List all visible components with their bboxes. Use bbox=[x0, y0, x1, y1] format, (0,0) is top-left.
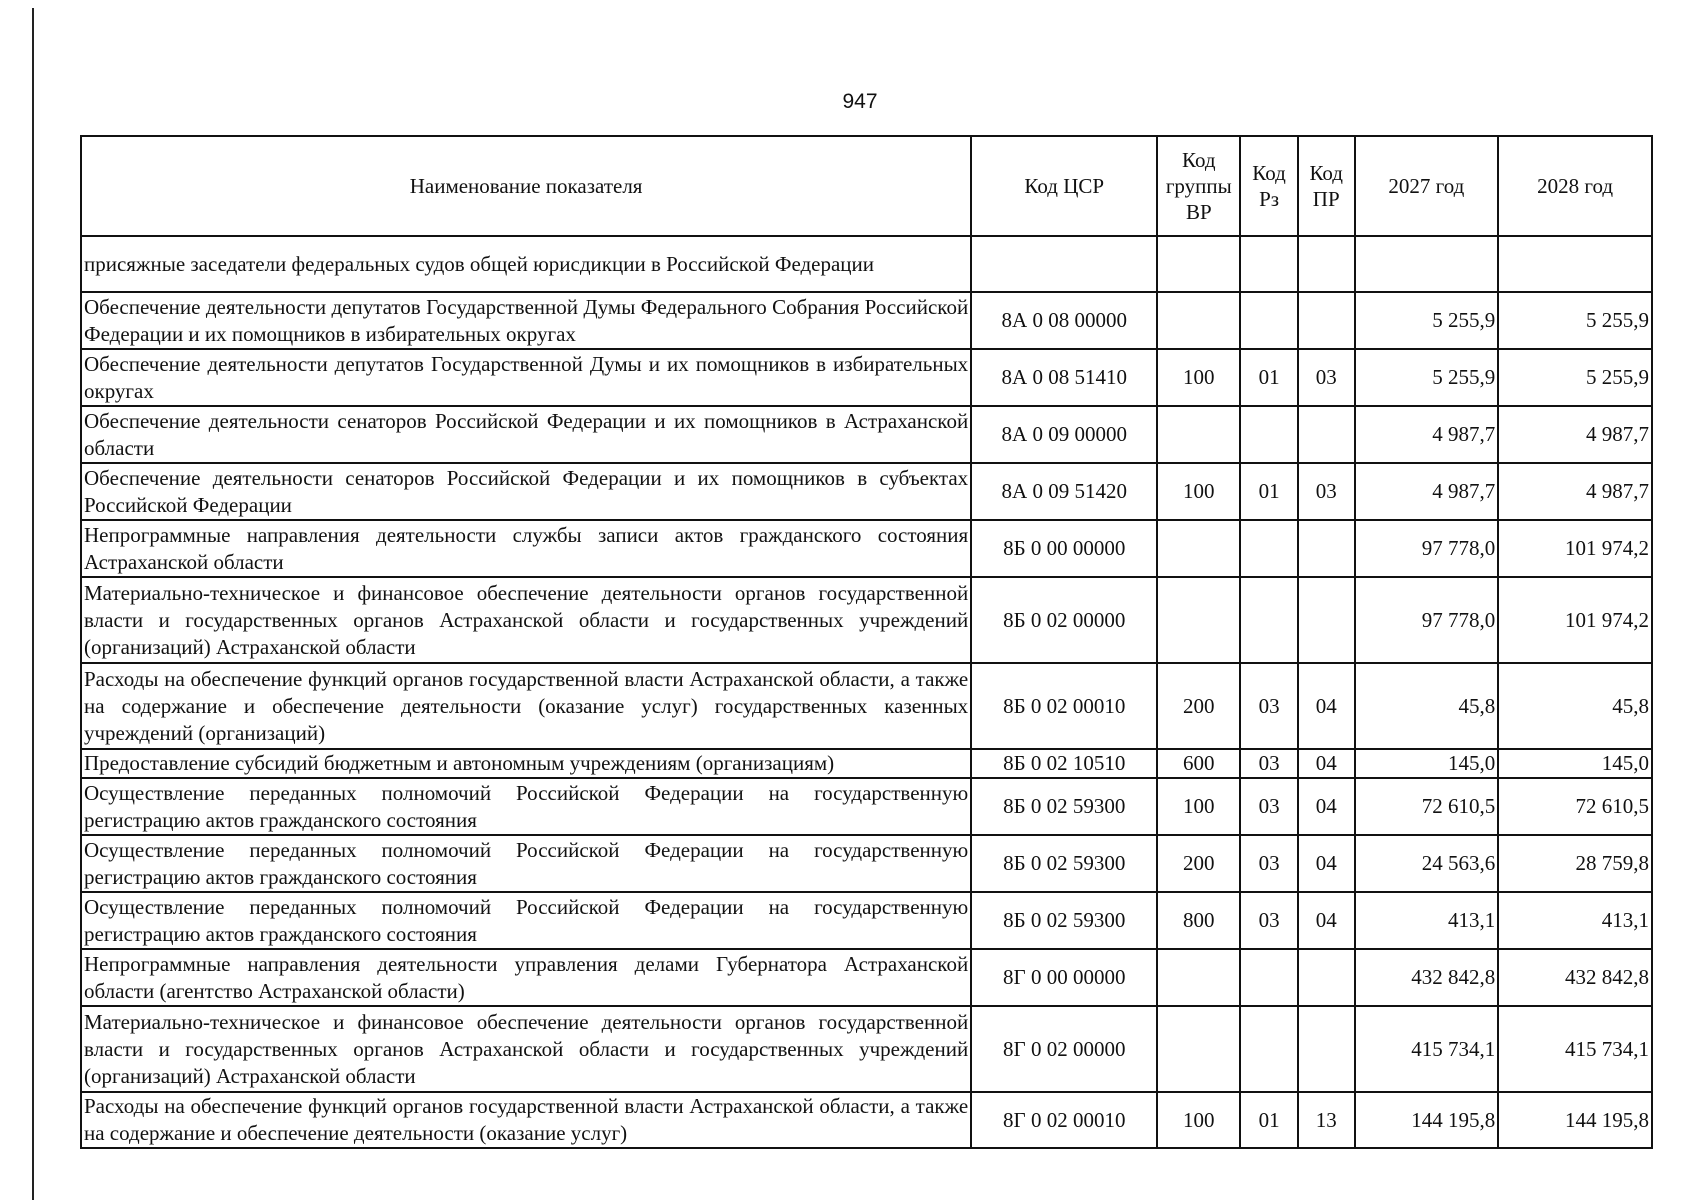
cell-name: Обеспечение деятельности сенаторов Российской Федерации и их помощников в Астраханской области bbox=[81, 406, 971, 463]
cell-2027: 4 987,7 bbox=[1355, 406, 1499, 463]
cell-pr: 04 bbox=[1298, 835, 1355, 892]
cell-2028: 101 974,2 bbox=[1498, 577, 1652, 663]
cell-csr: 8Б 0 02 00010 bbox=[971, 663, 1157, 749]
cell-2028: 101 974,2 bbox=[1498, 520, 1652, 577]
cell-vr: 600 bbox=[1157, 749, 1240, 778]
cell-2027: 432 842,8 bbox=[1355, 949, 1499, 1006]
cell-rz bbox=[1240, 236, 1298, 292]
cell-pr bbox=[1298, 520, 1355, 577]
cell-pr bbox=[1298, 292, 1355, 349]
table-header-row bbox=[81, 136, 1652, 236]
cell-csr: 8Б 0 02 00000 bbox=[971, 577, 1157, 663]
cell-2028: 5 255,9 bbox=[1498, 349, 1652, 406]
table-row bbox=[81, 892, 1652, 949]
cell-csr: 8А 0 08 51410 bbox=[971, 349, 1157, 406]
cell-rz bbox=[1240, 292, 1298, 349]
cell-vr: 100 bbox=[1157, 463, 1240, 520]
table-row bbox=[81, 236, 1652, 292]
cell-rz: 03 bbox=[1240, 749, 1298, 778]
cell-vr bbox=[1157, 520, 1240, 577]
cell-rz: 01 bbox=[1240, 463, 1298, 520]
cell-csr: 8Г 0 00 00000 bbox=[971, 949, 1157, 1006]
cell-rz bbox=[1240, 520, 1298, 577]
header-csr: Код ЦСР bbox=[971, 136, 1157, 236]
cell-name: Расходы на обеспечение функций органов государственной власти Астраханской области, а также на содержание и обеспечение деятельности (оказание услуг) государственных казенных учреждений (организаций) bbox=[81, 663, 971, 749]
cell-vr bbox=[1157, 577, 1240, 663]
cell-csr: 8Г 0 02 00010 bbox=[971, 1092, 1157, 1148]
cell-rz: 03 bbox=[1240, 892, 1298, 949]
table-body bbox=[81, 236, 1652, 1148]
cell-name: Непрограммные направления деятельности управления делами Губернатора Астраханской области (агентство Астраханской области) bbox=[81, 949, 971, 1006]
cell-vr bbox=[1157, 292, 1240, 349]
cell-vr bbox=[1157, 1006, 1240, 1092]
page-margin-line bbox=[32, 8, 34, 1200]
cell-csr: 8А 0 09 00000 bbox=[971, 406, 1157, 463]
cell-2028: 28 759,8 bbox=[1498, 835, 1652, 892]
header-2028: 2028 год bbox=[1498, 136, 1652, 236]
budget-table bbox=[80, 135, 1653, 1149]
cell-rz: 01 bbox=[1240, 1092, 1298, 1148]
cell-name: Осуществление переданных полномочий Российской Федерации на государственную регистрацию актов гражданского состояния bbox=[81, 778, 971, 835]
header-name: Наименование показателя bbox=[81, 136, 971, 236]
cell-name: Осуществление переданных полномочий Российской Федерации на государственную регистрацию актов гражданского состояния bbox=[81, 892, 971, 949]
cell-csr: 8Г 0 02 00000 bbox=[971, 1006, 1157, 1092]
cell-pr: 03 bbox=[1298, 463, 1355, 520]
cell-2027: 72 610,5 bbox=[1355, 778, 1499, 835]
cell-2028: 415 734,1 bbox=[1498, 1006, 1652, 1092]
cell-name: Осуществление переданных полномочий Российской Федерации на государственную регистрацию актов гражданского состояния bbox=[81, 835, 971, 892]
cell-2028: 4 987,7 bbox=[1498, 463, 1652, 520]
table-row bbox=[81, 406, 1652, 463]
cell-2028: 432 842,8 bbox=[1498, 949, 1652, 1006]
cell-pr: 04 bbox=[1298, 892, 1355, 949]
cell-name: Непрограммные направления деятельности службы записи актов гражданского состояния Астраханской области bbox=[81, 520, 971, 577]
cell-csr: 8Б 0 00 00000 bbox=[971, 520, 1157, 577]
cell-vr: 100 bbox=[1157, 349, 1240, 406]
page-number: 947 bbox=[842, 90, 878, 113]
table-row bbox=[81, 292, 1652, 349]
cell-2027 bbox=[1355, 236, 1499, 292]
table-row bbox=[81, 663, 1652, 749]
table-row bbox=[81, 749, 1652, 778]
cell-rz: 01 bbox=[1240, 349, 1298, 406]
header-pr: Код ПР bbox=[1298, 136, 1355, 236]
table-row bbox=[81, 349, 1652, 406]
cell-vr: 800 bbox=[1157, 892, 1240, 949]
cell-2027: 24 563,6 bbox=[1355, 835, 1499, 892]
cell-pr: 04 bbox=[1298, 778, 1355, 835]
cell-2027: 145,0 bbox=[1355, 749, 1499, 778]
cell-rz: 03 bbox=[1240, 778, 1298, 835]
cell-vr bbox=[1157, 236, 1240, 292]
cell-rz bbox=[1240, 406, 1298, 463]
table-row bbox=[81, 835, 1652, 892]
cell-csr bbox=[971, 236, 1157, 292]
cell-name: Обеспечение деятельности депутатов Государственной Думы и их помощников в избирательных округах bbox=[81, 349, 971, 406]
cell-rz: 03 bbox=[1240, 663, 1298, 749]
cell-pr: 03 bbox=[1298, 349, 1355, 406]
cell-2028 bbox=[1498, 236, 1652, 292]
cell-pr bbox=[1298, 949, 1355, 1006]
cell-rz: 03 bbox=[1240, 835, 1298, 892]
table-row bbox=[81, 1006, 1652, 1092]
cell-rz bbox=[1240, 577, 1298, 663]
cell-name: присяжные заседатели федеральных судов общей юрисдикции в Российской Федерации bbox=[81, 236, 971, 292]
cell-rz bbox=[1240, 1006, 1298, 1092]
cell-2028: 145,0 bbox=[1498, 749, 1652, 778]
header-rz: Код Рз bbox=[1240, 136, 1298, 236]
cell-name: Расходы на обеспечение функций органов государственной власти Астраханской области, а также на содержание и обеспечение деятельности (оказание услуг) bbox=[81, 1092, 971, 1148]
cell-name: Материально-техническое и финансовое обеспечение деятельности органов государственной власти и государственных органов Астраханской области и государственных учреждений (организаций) Астраханской области bbox=[81, 577, 971, 663]
cell-csr: 8Б 0 02 59300 bbox=[971, 892, 1157, 949]
table-row bbox=[81, 520, 1652, 577]
table-row bbox=[81, 949, 1652, 1006]
cell-vr: 100 bbox=[1157, 1092, 1240, 1148]
cell-vr bbox=[1157, 949, 1240, 1006]
cell-csr: 8Б 0 02 10510 bbox=[971, 749, 1157, 778]
cell-vr: 100 bbox=[1157, 778, 1240, 835]
cell-2027: 413,1 bbox=[1355, 892, 1499, 949]
cell-2028: 413,1 bbox=[1498, 892, 1652, 949]
cell-csr: 8А 0 09 51420 bbox=[971, 463, 1157, 520]
cell-vr: 200 bbox=[1157, 663, 1240, 749]
cell-2028: 5 255,9 bbox=[1498, 292, 1652, 349]
cell-pr bbox=[1298, 406, 1355, 463]
cell-pr: 04 bbox=[1298, 749, 1355, 778]
header-2027: 2027 год bbox=[1355, 136, 1499, 236]
table-row bbox=[81, 1092, 1652, 1148]
cell-name: Материально-техническое и финансовое обеспечение деятельности органов государственной власти и государственных органов Астраханской области и государственных учреждений (организаций) Астраханской области bbox=[81, 1006, 971, 1092]
cell-pr bbox=[1298, 236, 1355, 292]
table-row bbox=[81, 463, 1652, 520]
cell-pr: 04 bbox=[1298, 663, 1355, 749]
cell-2027: 5 255,9 bbox=[1355, 292, 1499, 349]
cell-2028: 72 610,5 bbox=[1498, 778, 1652, 835]
cell-2027: 45,8 bbox=[1355, 663, 1499, 749]
cell-rz bbox=[1240, 949, 1298, 1006]
table-row bbox=[81, 577, 1652, 663]
cell-2028: 144 195,8 bbox=[1498, 1092, 1652, 1148]
cell-2028: 4 987,7 bbox=[1498, 406, 1652, 463]
cell-pr bbox=[1298, 577, 1355, 663]
cell-csr: 8А 0 08 00000 bbox=[971, 292, 1157, 349]
table-row bbox=[81, 778, 1652, 835]
cell-2028: 45,8 bbox=[1498, 663, 1652, 749]
cell-name: Предоставление субсидий бюджетным и автономным учреждениям (организациям) bbox=[81, 749, 971, 778]
cell-name: Обеспечение деятельности сенаторов Российской Федерации и их помощников в субъектах Российской Федерации bbox=[81, 463, 971, 520]
cell-vr: 200 bbox=[1157, 835, 1240, 892]
cell-name: Обеспечение деятельности депутатов Государственной Думы Федерального Собрания Российской Федерации и их помощников в избирательных округах bbox=[81, 292, 971, 349]
cell-2027: 97 778,0 bbox=[1355, 577, 1499, 663]
cell-2027: 415 734,1 bbox=[1355, 1006, 1499, 1092]
cell-2027: 4 987,7 bbox=[1355, 463, 1499, 520]
cell-2027: 97 778,0 bbox=[1355, 520, 1499, 577]
cell-csr: 8Б 0 02 59300 bbox=[971, 778, 1157, 835]
cell-csr: 8Б 0 02 59300 bbox=[971, 835, 1157, 892]
cell-pr: 13 bbox=[1298, 1092, 1355, 1148]
cell-2027: 5 255,9 bbox=[1355, 349, 1499, 406]
cell-pr bbox=[1298, 1006, 1355, 1092]
cell-vr bbox=[1157, 406, 1240, 463]
cell-2027: 144 195,8 bbox=[1355, 1092, 1499, 1148]
header-vr: Код группы ВР bbox=[1157, 136, 1240, 236]
